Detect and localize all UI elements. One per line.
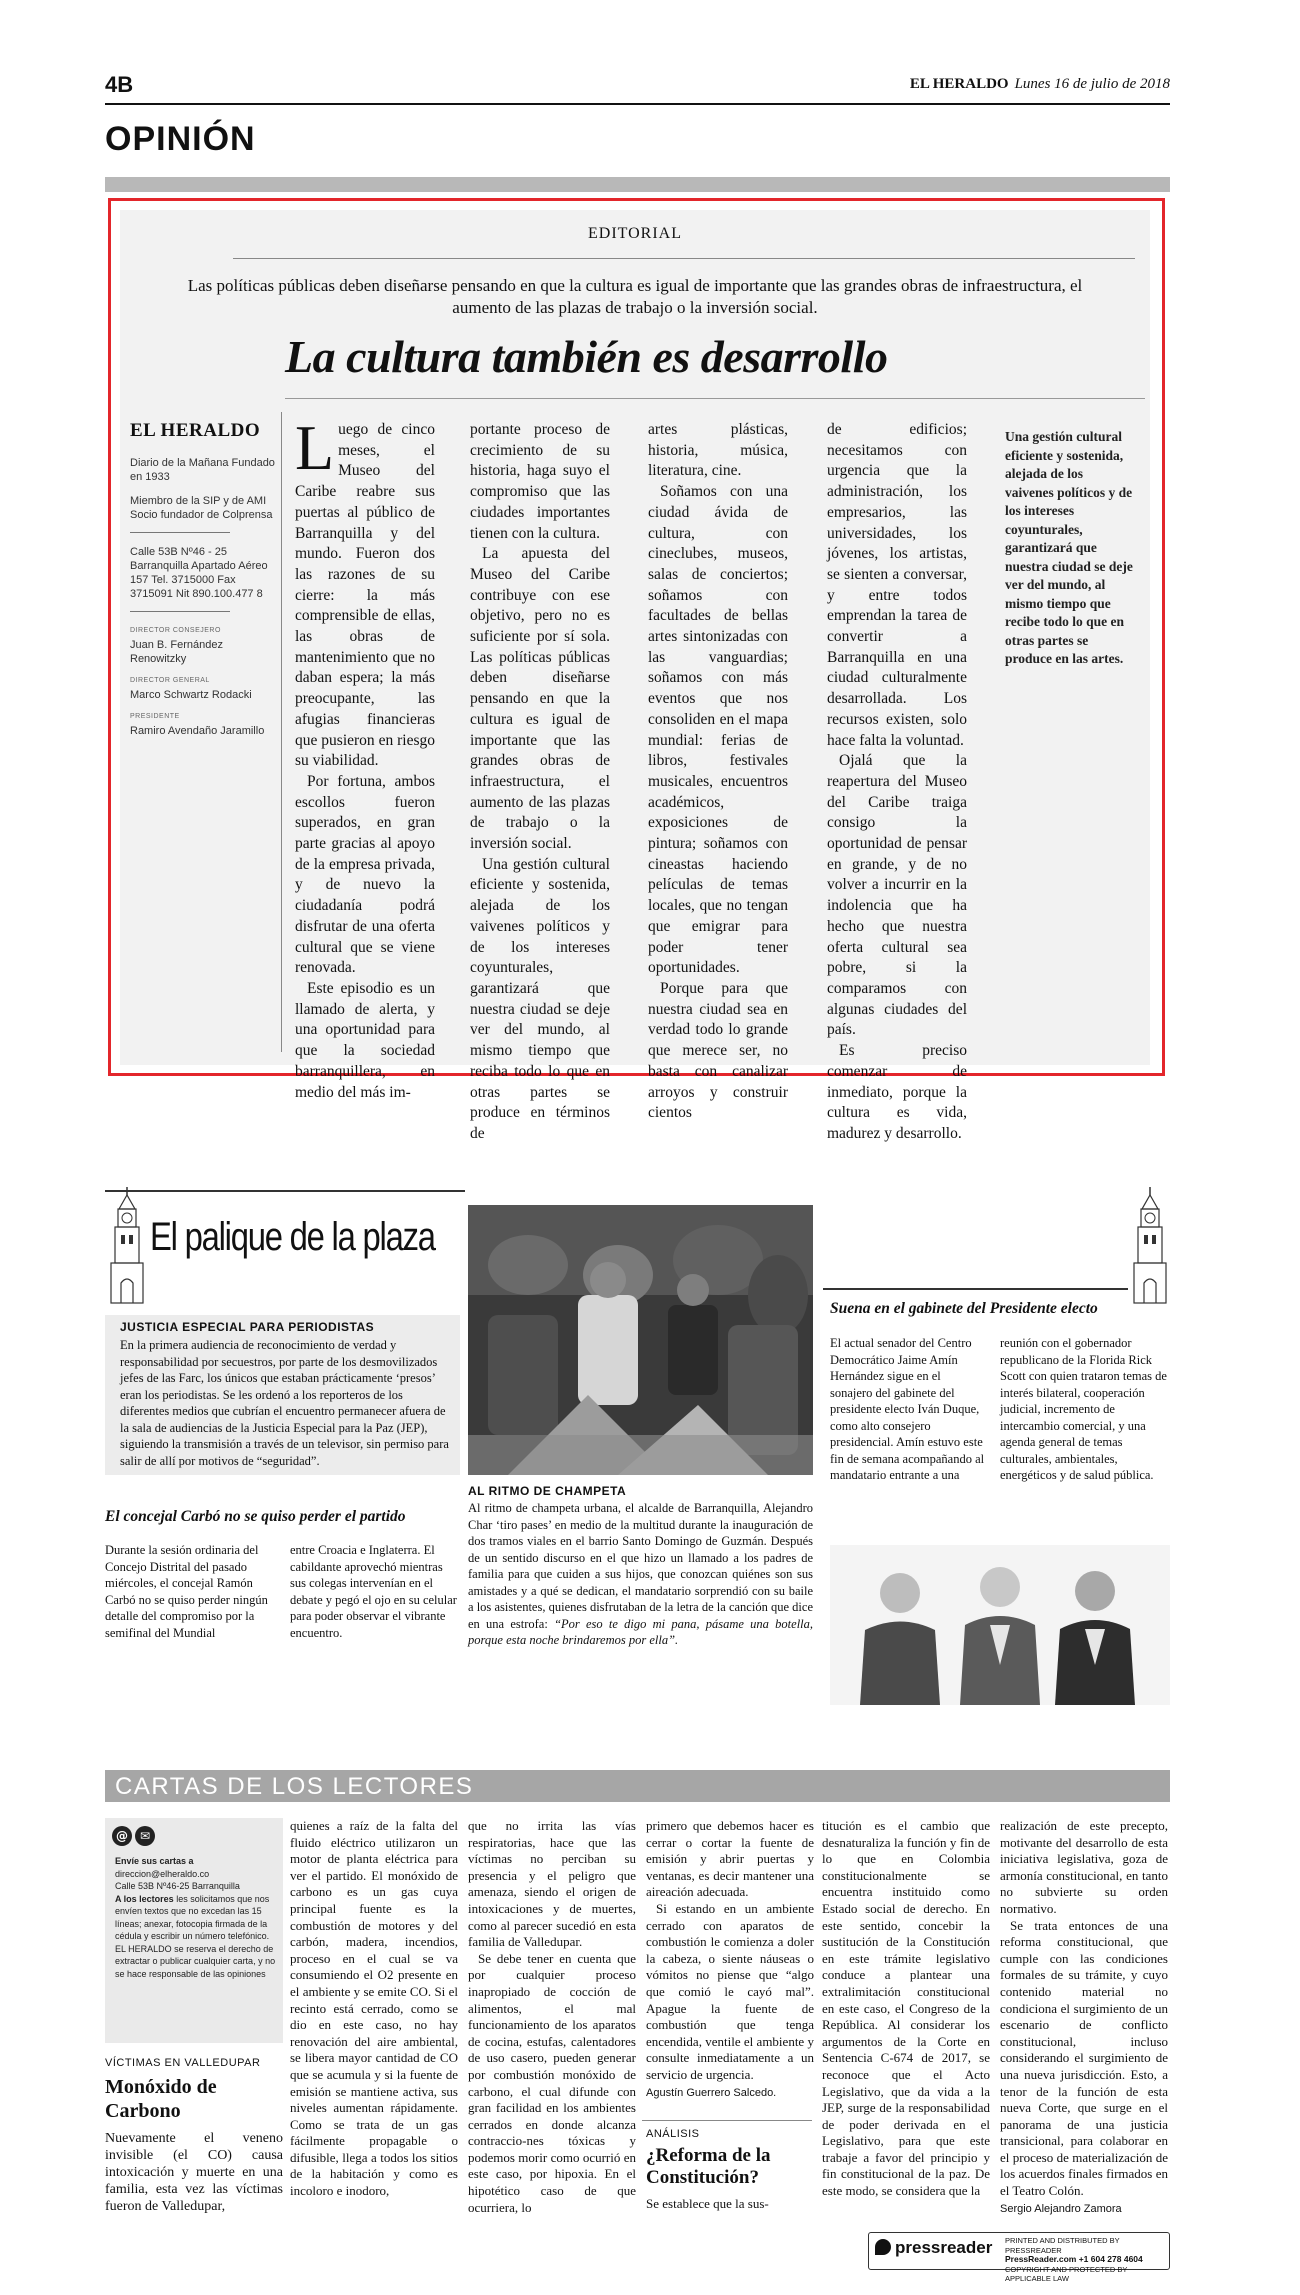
page-number: 4B	[105, 72, 134, 97]
editorial-label: EDITORIAL	[587, 225, 683, 242]
editorial-paragraph: Por fortuna, ambos escollos fueron superados, en gran parte gracias al apoyo de la empresa privada, y de nuevo la ciudadanía podrá disfrutar de una oferta cultural que se viene renovada.	[295, 772, 435, 977]
editorial-paragraph: uego de cinco meses, el Museo del Caribe reabre sus puertas al público de Barranquilla y del mundo. Fueron dos las razones de su cierre: la más comprensible de ellas, las obras de mantenimiento que no daban espera; la más preocupante, las afugias financieras que pusieron en riesgo su viabilidad.	[295, 421, 435, 770]
editorial-pull-quote: Una gestión cultural eficiente y sostenida, alejada de los vaivenes políticos y de los intereses coyunturales, garantizará que nuestra ciudad se deje ver del mundo, al mismo tiempo que recibe todo lo que en otras partes se produce en las artes.	[1005, 429, 1133, 666]
victimas-kicker: VÍCTIMAS EN VALLEDUPAR	[105, 2057, 261, 2069]
gabinete-text: reunión con el gobernador republicano de la Florida Rick Scott con quien trataron temas de interés bilateral, cooperación judicial, incremento de intercambio comercial, y una agenda general de temas culturales, ambientales, energéticos y de salud pública.	[1000, 1336, 1167, 1482]
pressreader-line: PRINTED AND DISTRIBUTED BY PRESSREADER	[1005, 2236, 1120, 2255]
staff-role: DIRECTOR CONSEJERO	[130, 627, 221, 634]
cartas-address: Calle 53B Nº46-25 Barranquilla	[115, 1881, 240, 1891]
staff-name: Marco Schwartz Rodacki	[130, 689, 252, 701]
palique-rule	[823, 1288, 1128, 1290]
carta-paragraph: quienes a raíz de la falta del fluido eléctrico utilizaron un motor de planta eléctrica para ver el partido. El monóxido de carbono es un gas cuya principal fuente es la combustión de motores y del carbón, madera, incendios, proceso en el cual se va consumiendo el O2 presente en el ambiente y se emite CO. Si el recinto está cerrado, como se dio en este caso, no hay renovación del aire ambiental, se libera mayor cantidad de CO que se acumula y si la fuente de emisión se mantiene activa, sus niveles aumentan rápidamente. Como se trata de un gas fácilmente propagable o difusible, llega a todos los sitios de la habitación y como es incoloro e inodoro,	[290, 1818, 458, 2199]
cartas-email: direccion@elheraldo.co	[115, 1868, 210, 1879]
editorial-paragraph: Soñamos con una ciudad ávida de cultura, con cineclubes, museos, salas de conciertos; soñamos con facultades de bellas artes sintonizadas con las vanguardias; soñamos con más eventos que nos consoliden en el mapa mundial: ferias de libros, festivales musicales, encuentros académicos, exposiciones de pintura; soñamos con cineastas haciendo películas de temas locales, que no tengan que emigrar para poder tener oportunidades.	[648, 483, 788, 977]
contact-icons	[112, 1825, 158, 1846]
newspaper-name: EL HERALDO	[909, 76, 1009, 92]
editorial-column-3	[648, 420, 788, 1124]
champeta-title: AL RITMO DE CHAMPETA	[468, 1484, 627, 1498]
editorial-paragraph: Una gestión cultural eficiente y sostenida, alejada de los vaivenes políticos y de los intereses coyunturales, garantizará que nuestra ciudad se deje ver del mundo, al mismo tiempo que reciba todo lo que en otras partes se produce en términos de	[470, 855, 610, 1142]
issue-date: Lunes 16 de julio de 2018	[1014, 76, 1170, 92]
envelope-icon: ✉	[135, 1826, 155, 1846]
justicia-text: En la primera audiencia de reconocimiento de verdad y responsabilidad por secuestros, por parte de los desmovilizados jefes de las Farc, los únicos que estaban prácticamente ‘presos’ eran los periodistas. Se les ordenó a los reporteros de los diferentes medios que cubrían el encuentro permanecer afuera de la sala de audiencias de la Justicia Especial para la Paz (JEP), siguiendo la transmisión a través de un televisor, sin permiso para salir de allí por motivos de “seguridad”.	[120, 1338, 449, 1468]
header-rule	[105, 103, 1170, 105]
section-divider-bar	[105, 177, 1170, 192]
victimas-title: Monóxido de Carbono	[105, 2076, 217, 2122]
editorial-paragraph: La apuesta del Museo del Caribe contribuye con ese objetivo, pero no es suficiente por sí sola. Las políticas públicas deben diseñarse pensando en que la cultura es igual de importante que las grandes obras de infraestructura, el aumento de las plazas de trabajo o la inversión social.	[470, 545, 610, 853]
sidebar-rule	[130, 611, 230, 612]
sidebar-rule	[130, 532, 230, 533]
carta-signature: Sergio Alejandro Zamora	[1000, 2202, 1122, 2215]
carta-column-2	[290, 1818, 458, 2200]
gabinete-text: El actual senador del Centro Democrático Jaime Amín Hernández sigue en el sonajero del gabinete del presidente electo Iván Duque, como alto consejero presidencial. Amín estuvo este fin de semana acompañando al mandatario entrante a una	[830, 1336, 985, 1482]
carta-paragraph: Se trata entonces de una reforma constitucional, que cumple con las condiciones formales de su trámite, y cuyo contenido material no condiciona el surgimiento de un escenario de conflicto constitucional, incluso considerando el surgimiento de una nueva jurisdicción. Esto, a tenor de la función de esta nueva Corte, que surge en el panorama de una justicia transicional, para colaborar en el proceso de materialización de los acuerdos finales firmados en el Teatro Colón.	[1000, 1917, 1168, 2199]
pressreader-brand: pressreader	[895, 2238, 993, 2257]
editorial-paragraph: portante proceso de crecimiento de su historia, haga suyo el compromiso que las ciudades importantes tienen con la cultura.	[470, 421, 610, 542]
three-men-photo	[830, 1545, 1170, 1705]
sidebar-memberships: Miembro de la SIP y de AMI Socio fundador de Colprensa	[130, 495, 273, 521]
carta-column-6	[1000, 1818, 1168, 2215]
editorial-paragraph: Es preciso comenzar de inmediato, porque la cultura es vida, madurez y desarrollo.	[827, 1042, 967, 1142]
carta-paragraph: Se debe tener en cuenta que por cualquier proceso inapropiado de cocción de alimentos, el mal funcionamiento de los aparatos de cocina, estufas, calentadores de uso casero, pueden generar por combustión monóxido de carbono, el cual difunde con gran facilidad en los ambientes cerrados en donde alcanza contraccio-nes tóxicas y podemos morir como ocurrió en este caso, por hipoxia. En el hipotético caso de que ocurriera, lo	[468, 1950, 636, 2215]
carta-signature: Agustín Guerrero Salcedo.	[646, 2086, 777, 2099]
masthead	[910, 76, 1170, 93]
clock-tower-icon	[1128, 1185, 1172, 1305]
sidebar-brand: EL HERALDO	[130, 420, 261, 441]
info-header: Envíe sus cartas a	[115, 1856, 194, 1866]
staff-role: PRESIDENTE	[130, 713, 180, 720]
pressreader-line: COPYRIGHT AND PROTECTED BY APPLICABLE LAW	[1005, 2264, 1128, 2283]
analisis-kicker: ANÁLISIS	[646, 2128, 700, 2140]
carta-separator	[642, 2120, 812, 2121]
carbo-title: El concejal Carbó no se quiso perder el partido	[105, 1508, 406, 1525]
carta-paragraph: realización de este precepto, motivante del desarrollo de esta iniciativa legislativa, goza de armonía constitucional, en tanto no subvierte su orden normativo.	[1000, 1818, 1168, 1916]
gabinete-photo	[830, 1545, 1170, 1705]
cartas-info-text	[115, 1855, 277, 1980]
editorial-masthead-sidebar	[130, 420, 280, 746]
carta-paragraph: que no irrita las vías respiratorias, hace que las víctimas no perciban su presencia y el peligro que amenaza, siendo el origen de intoxicaciones y de muertes, como al parecer sucedió en esta familia de Valledupar.	[468, 1818, 636, 1950]
pressreader-icon	[875, 2239, 891, 2255]
editorial-paragraph: artes plásticas, historia, música, literatura, cine.	[648, 421, 788, 480]
editorial-paragraph: de edificios; necesitamos con urgencia que la administración, los empresarios, las universidades, los jóvenes, los artistas, se sienten a conversar, y entre todos emprendan la tarea de convertir a Barranquilla en una ciudad culturalmente desarrollada. Los recursos existen, solo hace falta la voluntad.	[827, 421, 967, 749]
sidebar-founding: Diario de la Mañana Fundado en 1933	[130, 457, 275, 483]
pressreader-logo	[875, 2238, 992, 2258]
section-title: OPINIÓN	[105, 120, 256, 158]
staff-role: DIRECTOR GENERAL	[130, 677, 210, 684]
editorial-paragraph: Ojalá que la reapertura del Museo del Caribe traiga consigo la oportunidad de pensar en grande, y de no volver a incurrir en la indolencia que ha hecho que nuestra oferta cultural sea pobre, si la comparamos con algunas ciudades del país.	[827, 752, 967, 1039]
carbo-text: entre Croacia e Inglaterra. El cabildante aprovechó mientras sus colegas intervenían en el debate y pegó el ojo en su celular para poder observar el vibrante encuentro.	[290, 1543, 457, 1640]
carta-paragraph: primero que debemos hacer es cerrar o cortar la fuente de emisión y abrir puertas y ventanas, es decir mantener una aireación adecuada.	[646, 1818, 814, 1900]
rules-text: les solicitamos que nos envíen textos que no excedan las 15 líneas; anexar, fotocopia firmada de la cédula y escribir un número telefónico. EL HERALDO se reserva el derecho de extractar o publicar cualquier carta, y no se hace responsable de las opiniones	[115, 1893, 276, 1979]
editorial-column-2	[470, 420, 610, 1145]
victimas-text: Nuevamente el veneno invisible (el CO) causa intoxicación y muerte en una familia, esta vez las víctimas fueron de Valledupar,	[105, 2131, 283, 2214]
carta-column-5	[822, 1818, 990, 2200]
cartas-title: CARTAS DE LOS LECTORES	[115, 1773, 474, 1800]
gabinete-title: Suena en el gabinete del Presidente electo	[830, 1300, 1098, 1317]
editorial-paragraph: Porque para que nuestra ciudad sea en verdad todo lo grande que merece ser, no basta con canalizar arroyos y construir cientos	[648, 979, 788, 1122]
carta-paragraph: titución es el cambio que desnaturaliza la función y fin de lo que en Colombia constitucionalmente se encuentra instituido como Estado social de derecho. En este sentido, concebir la sustitución de la Constitución en este trámite legislativo conduce a plantear una extralimitación constitucional en este caso, el Congreso de la República. Al considerar los argumentos de la Corte en Sentencia C-674 de 2017, se reconoce que el Acto Legislativo, que da vida a la JEP, surge de la responsabilidad de poder derivada en el Legislativo, para que este trabaje a favor del principio y fin constitucional de la paz. De este modo, se considera que la	[822, 1818, 990, 2199]
carbo-text: Durante la sesión ordinaria del Concejo Distrital del pasado miércoles, el concejal Ramón Carbó no se quiso perder ningún detalle del compromiso por la semifinal del Mundial	[105, 1543, 268, 1640]
palique-rule	[105, 1190, 465, 1192]
editorial-paragraph: Este episodio es un llamado de alerta, y una oportunidad para que la sociedad barranquillera, en medio del más im-	[295, 979, 435, 1101]
analisis-text: Se establece que la sus-	[646, 2196, 769, 2211]
crowd-dance-photo	[468, 1205, 813, 1475]
at-sign-icon: @	[112, 1826, 132, 1846]
sidebar-address: Calle 53B Nº46 - 25 Barranquilla Apartado Aéreo 157 Tel. 3715000 Fax 3715091 Nit 890.100.477 8	[130, 546, 268, 600]
editorial-column-1	[295, 412, 435, 1103]
champeta-photo	[468, 1205, 813, 1475]
staff-name: Ramiro Avendaño Jaramillo	[130, 725, 265, 737]
champeta-body: Al ritmo de champeta urbana, el alcalde de Barranquilla, Alejandro Char ‘tiro pases’ en medio de la multitud durante la inauguración de dos tramos viales en el barrio Santo Domingo de Guzmán. Después de un sentido discurso en el que hizo un llamado a los padres de familia para que cuiden a sus hijos, que conozcan quiénes son sus amistades y a qué se dedican, el mandatario sorprendió con su baile a los asistentes, quienes disfrutaban de la letra de la canción que dice en una estrofa:	[468, 1501, 813, 1631]
carta-paragraph: Si estando en un ambiente cerrado con aparatos de combustión le comienza a doler la cabeza, o siente náuseas o vómitos no piense que “algo que comió le cayó mal”. Apague la fuente de combustión que tenga encendida, ventile el ambiente y consulte inmediatamente a un servicio de urgencia.	[646, 1900, 814, 2082]
editorial-column-rule	[281, 412, 282, 1052]
carta-column-4	[646, 1818, 814, 2099]
rules-lead: A los lectores	[115, 1893, 174, 1904]
drop-cap: L	[295, 412, 335, 483]
editorial-label-rule	[233, 258, 1135, 259]
champeta-quote: “Por eso te digo mi pana, pásame una botella, porque esta noche brindaremos por ella”.	[468, 1616, 814, 1647]
analisis-title: ¿Reforma de la Constitución?	[646, 2145, 771, 2188]
champeta-text	[468, 1500, 813, 1649]
editorial-headline-rule	[285, 398, 1145, 399]
carta-column-3	[468, 1818, 636, 2216]
palique-title: El palique de la plaza	[150, 1215, 435, 1259]
editorial-column-4	[827, 420, 967, 1145]
editorial-lede: Las políticas públicas deben diseñarse pensando en que la cultura es igual de importante que las grandes obras de infraestructura, el aumento de las plazas de trabajo o la inversión social.	[187, 276, 1083, 317]
pressreader-line: PressReader.com +1 604 278 4604	[1005, 2254, 1143, 2264]
clock-tower-icon	[105, 1185, 149, 1305]
staff-name: Juan B. Fernández Renowitzky	[130, 639, 223, 665]
editorial-headline: La cultura también es desarrollo	[285, 331, 888, 382]
pressreader-text	[1005, 2236, 1165, 2284]
justicia-title: JUSTICIA ESPECIAL PARA PERIODISTAS	[120, 1320, 375, 1334]
